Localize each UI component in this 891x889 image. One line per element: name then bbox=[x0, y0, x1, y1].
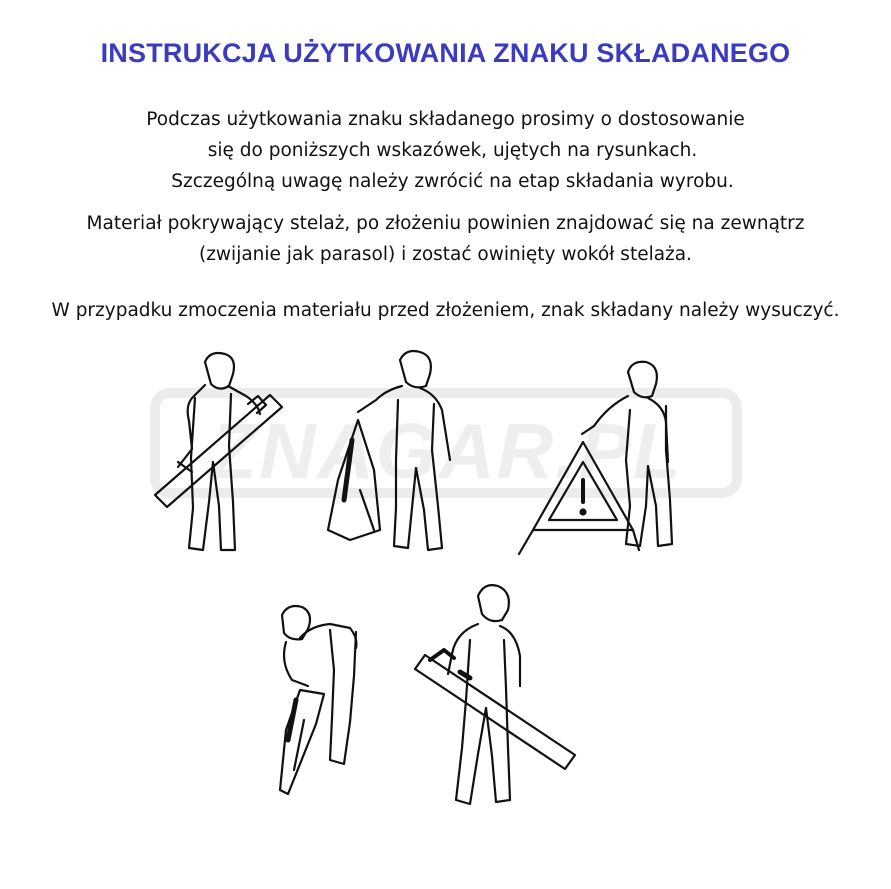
figure-holding-fabric bbox=[328, 351, 450, 550]
paragraph-line: W przypadku zmoczenia materiału przed złożeniem, znak składany należy wysuczyć. bbox=[51, 300, 840, 321]
paragraph-line: Podczas użytkowania znaku składanego prosimy o dostosowanie bbox=[146, 109, 745, 130]
figure-holding-folded-sign bbox=[155, 353, 282, 550]
figure-folding-sign bbox=[280, 606, 356, 794]
paragraph-line: (zwijanie jak parasol) i zostać owinięty wokół stelaża. bbox=[199, 244, 692, 265]
watermark-logo: ZNAGAR.PL bbox=[209, 407, 683, 495]
paragraph-line: Materiał pokrywający stelaż, po złożeniu powinien znajdować się na zewnątrz bbox=[86, 213, 805, 234]
figure-with-warning-triangle bbox=[519, 362, 672, 554]
figure-holding-rolled-sign bbox=[415, 585, 575, 804]
paragraph-line: Szczególną uwagę należy zwrócić na etap składania wyrobu. bbox=[171, 171, 734, 192]
page-title: INSTRUKCJA UŻYTKOWANIA ZNAKU SKŁADANEGO bbox=[100, 38, 791, 68]
paragraph-line: się do poniższych wskazówek, ujętych na rysunkach. bbox=[207, 140, 698, 161]
